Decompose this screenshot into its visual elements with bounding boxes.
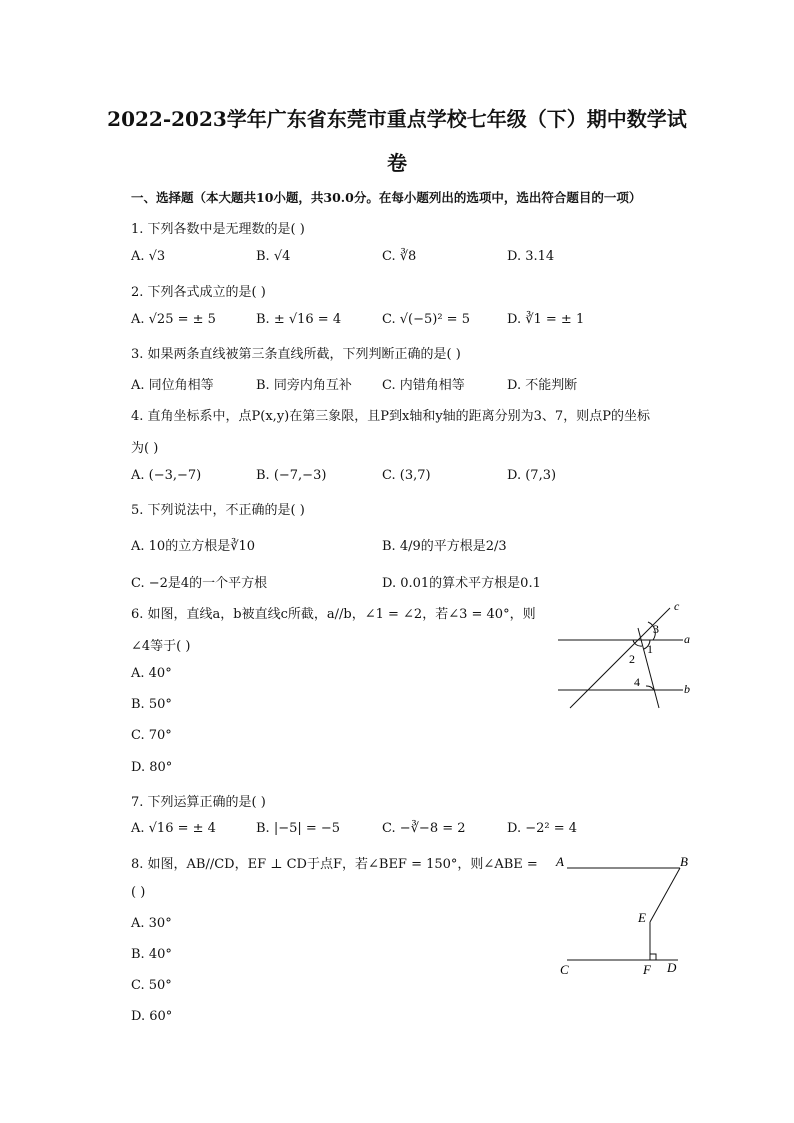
label-3: 3 (653, 622, 659, 636)
q2-option-a: A. √25 = ± 5 (131, 312, 216, 327)
q3-option-d: D. 不能判断 (507, 378, 578, 393)
question-5-stem: 5. 下列说法中，不正确的是( ) (131, 503, 305, 518)
q2-option-c: C. √(−5)² = 5 (382, 312, 470, 327)
label-B: B (680, 854, 688, 869)
segment-be (650, 868, 680, 922)
label-4: 4 (634, 675, 640, 689)
label-C: C (560, 962, 569, 977)
q3-option-b: B. 同旁内角互补 (256, 378, 352, 393)
question-1-stem: 1. 下列各数中是无理数的是( ) (131, 222, 305, 237)
q3-option-c: C. 内错角相等 (382, 378, 465, 393)
figure-q6-parallel-lines (550, 596, 710, 712)
question-4-stem-cont: 为( ) (131, 441, 159, 456)
label-D: D (667, 960, 677, 975)
angle-arc-4 (646, 686, 654, 690)
q6-option-c: C. 70° (131, 728, 172, 743)
label-c: c (674, 599, 680, 613)
q7-option-c: C. −∛−8 = 2 (382, 821, 466, 836)
label-2: 2 (629, 652, 635, 666)
q1-option-c: C. ∛8 (382, 249, 417, 264)
q2-option-d: D. ∛1 = ± 1 (507, 312, 585, 327)
question-8-stem: 8. 如图，AB//CD，EF ⊥ CD于点F，若∠BEF = 150°，则∠ABE = (131, 857, 538, 872)
label-A: A (556, 854, 564, 869)
q6-option-d: D. 80° (131, 760, 173, 775)
q5-option-a: A. 10的立方根是∛10 (131, 539, 256, 554)
question-8-stem-cont: ( ) (131, 885, 146, 900)
q6-option-a: A. 40° (131, 666, 172, 681)
q7-option-a: A. √16 = ± 4 (131, 821, 216, 836)
q4-option-d: D. (7,3) (507, 468, 557, 483)
q8-option-b: B. 40° (131, 947, 172, 962)
q6-option-b: B. 50° (131, 697, 172, 712)
label-a: a (684, 632, 690, 646)
right-angle-mark (650, 954, 656, 960)
q5-option-c: C. −2是4的一个平方根 (131, 576, 268, 591)
q2-option-b: B. ± √16 = 4 (256, 312, 342, 327)
q8-option-a: A. 30° (131, 916, 172, 931)
q5-option-d: D. 0.01的算术平方根是0.1 (382, 576, 541, 591)
q7-option-d: D. −2² = 4 (507, 821, 578, 836)
label-b: b (684, 682, 690, 696)
figure-q8-parallel-lines (552, 850, 702, 980)
question-2-stem: 2. 下列各式成立的是( ) (131, 285, 266, 300)
question-3-stem: 3. 如果两条直线被第三条直线所截，下列判断正确的是( ) (131, 347, 461, 362)
q5-option-b: B. 4/9的平方根是2/3 (382, 539, 507, 554)
q1-option-a: A. √3 (131, 249, 166, 264)
q4-option-b: B. (−7,−3) (256, 468, 327, 483)
page-title-line1: 2022-2023学年广东省东莞市重点学校七年级（下）期中数学试 (107, 107, 687, 131)
q4-option-c: C. (3,7) (382, 468, 431, 483)
q1-option-b: B. √4 (256, 249, 291, 264)
question-6-stem-cont: ∠4等于( ) (131, 639, 191, 654)
label-1: 1 (647, 642, 653, 656)
label-E: E (638, 910, 646, 925)
q8-option-d: D. 60° (131, 1009, 173, 1024)
section-heading: 一、选择题（本大题共10小题，共30.0分。在每小题列出的选项中，选出符合题目的一项） (131, 190, 642, 205)
q8-option-c: C. 50° (131, 978, 172, 993)
question-4-stem: 4. 直角坐标系中，点P(x,y)在第三象限，且P到x轴和y轴的距离分别为3、7，则点P的坐标 (131, 409, 650, 424)
page-title-line2: 卷 (387, 151, 407, 175)
q7-option-b: B. |−5| = −5 (256, 821, 341, 836)
q4-option-a: A. (−3,−7) (131, 468, 202, 483)
q3-option-a: A. 同位角相等 (131, 378, 214, 393)
question-7-stem: 7. 下列运算正确的是( ) (131, 795, 266, 810)
label-F: F (643, 962, 651, 977)
q1-option-d: D. 3.14 (507, 249, 555, 264)
question-6-stem: 6. 如图，直线a，b被直线c所截，a//b，∠1 = ∠2，若∠3 = 40°，则 (131, 607, 536, 622)
